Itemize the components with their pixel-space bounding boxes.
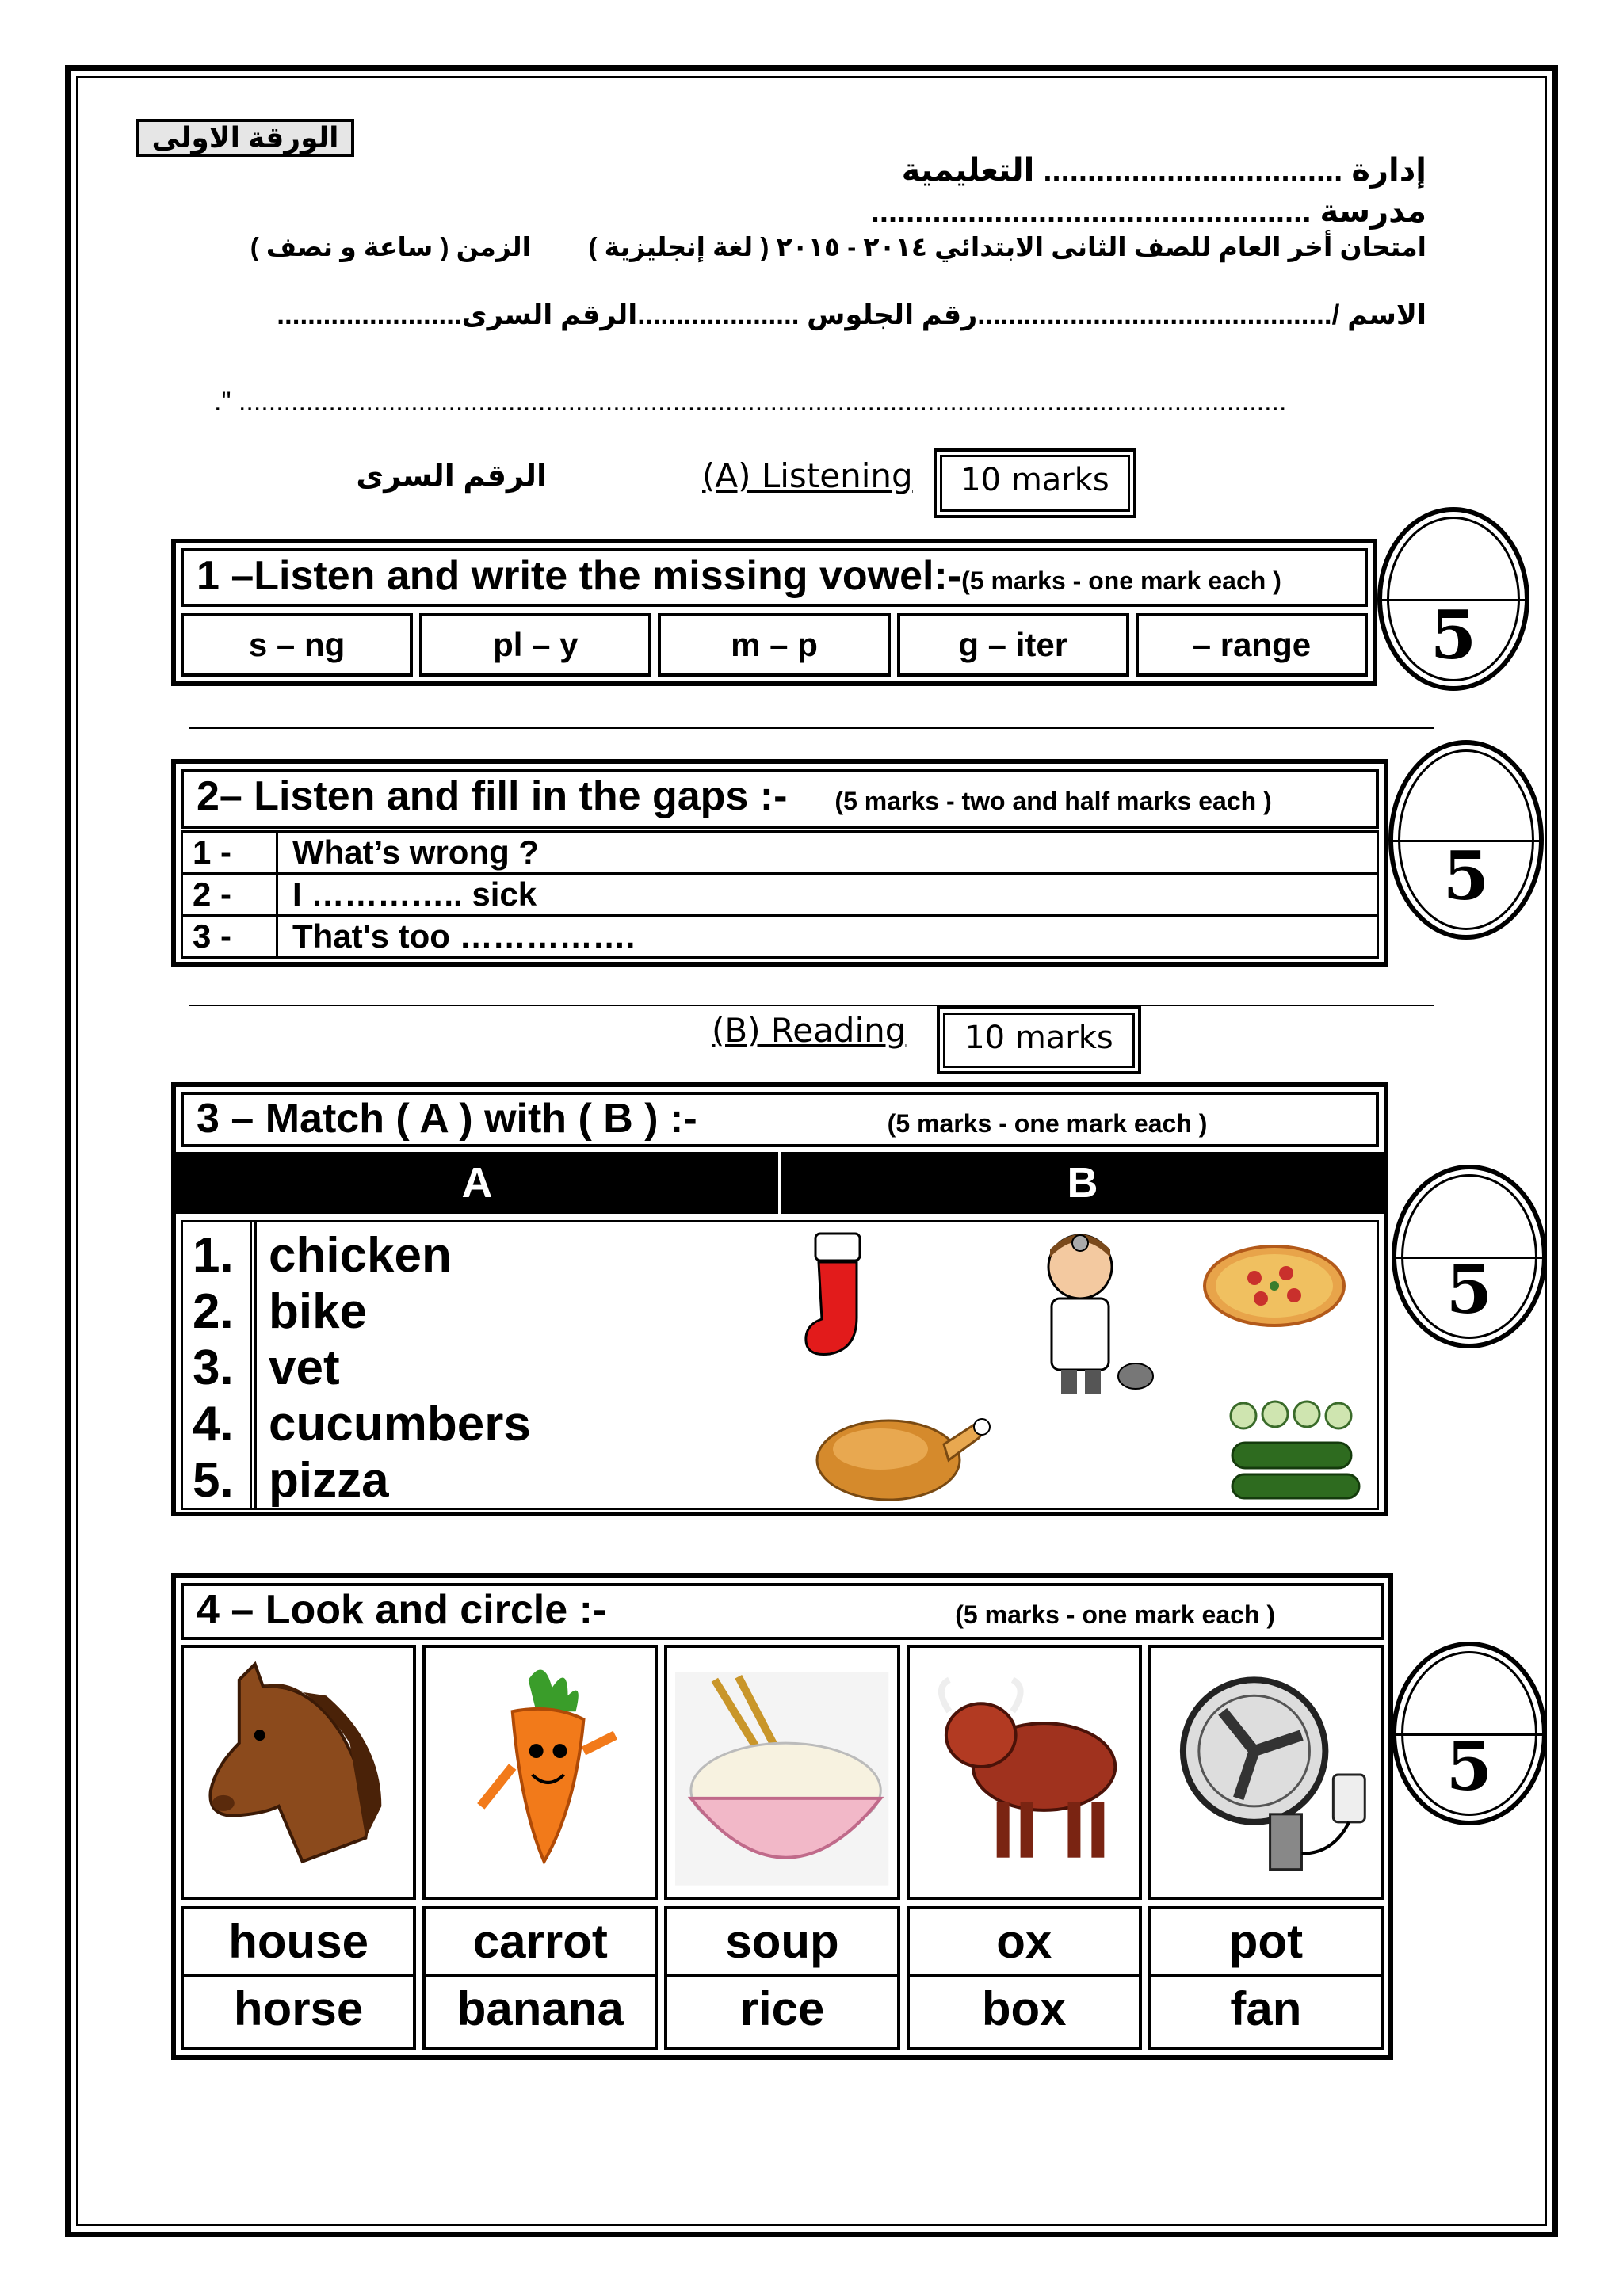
q4-picture-cell (181, 1645, 416, 1900)
q1-item: m – p (658, 613, 890, 677)
choice-word[interactable]: soup (667, 1909, 896, 1977)
q4-picture-cell (664, 1645, 899, 1900)
choice-word[interactable]: horse (233, 1982, 364, 2035)
q2-table (181, 830, 1379, 959)
choice-word[interactable]: fan (1230, 1982, 1302, 2035)
cucumbers-picture (1216, 1395, 1367, 1506)
vet-picture (1017, 1226, 1159, 1400)
q1-box (171, 539, 1377, 686)
school-line: مدرسة .................................................. (870, 194, 1426, 229)
pizza-picture (1199, 1238, 1350, 1341)
q3-header-row (176, 1152, 1384, 1214)
match-word: bike (269, 1284, 368, 1339)
q1-item: – range (1136, 613, 1368, 677)
match-word: cucumbers (269, 1397, 531, 1451)
paper-label: الورقة الاولى (136, 119, 354, 157)
q3-numbers: 1. 2. 3. 4. 5. (193, 1228, 234, 1508)
q4-choice-cell (907, 1906, 1142, 2050)
q4-choice-cell (181, 1906, 416, 2050)
listening-heading: (A) Listening (702, 456, 913, 495)
q4-box (171, 1573, 1393, 2060)
q1-title: 1 –Listen and write the missing vowel:-(5 marks - one mark each ) (181, 548, 1368, 607)
name-line: الاسم /..............................................رقم الجلوس .....................الرقم السرى........................ (277, 299, 1426, 330)
listening-marks-box: 10 marks (934, 448, 1136, 518)
choice-word[interactable]: pot (1151, 1909, 1381, 1977)
q4-picture-cell (1148, 1645, 1384, 1900)
q4-choices (181, 1906, 1384, 2050)
carrot-picture (426, 1648, 655, 1897)
time-line: الزمن ( ساعة و نصف ) (250, 232, 531, 261)
col-a-header: A (176, 1152, 781, 1214)
q3-title: 3 – Match ( A ) with ( B ) :- (5 marks - one mark each ) (181, 1092, 1379, 1147)
choice-word[interactable]: ox (910, 1909, 1139, 1977)
q4-choice-cell (422, 1906, 658, 2050)
secret-number-label: الرقم السرى (356, 460, 547, 493)
col-b-header: B (1067, 1159, 1098, 1207)
q1-item: s – ng (181, 613, 413, 677)
q3-separator (250, 1222, 257, 1508)
match-word: vet (269, 1341, 340, 1395)
q1-score-circle: 5 (1377, 507, 1529, 691)
reading-marks-box: 10 marks (937, 1006, 1141, 1074)
q4-choice-cell (1148, 1906, 1384, 2050)
choice-word[interactable]: carrot (426, 1909, 655, 1977)
q1-items (181, 613, 1368, 677)
exam-line: امتحان أخر العام للصف الثانى الابتدائي ٢٠١٤ - ٢٠١٥ ( لغة إنجليزية ) (588, 232, 1426, 261)
q2-row: 3 - That's too ……………. (183, 917, 1377, 959)
q3-box (171, 1082, 1388, 1516)
q4-picture-cell (907, 1645, 1142, 1900)
sock-picture (798, 1230, 877, 1365)
admin-line: إدارة .................................. التعليمية (901, 153, 1426, 188)
horse-picture (184, 1648, 413, 1897)
q4-picture-cell (422, 1645, 658, 1900)
q4-pictures (181, 1645, 1384, 1900)
q1-item: g – iter (897, 613, 1129, 677)
q3-words (269, 1227, 586, 1508)
q2-row: 1 - What’s wrong ? (183, 833, 1377, 875)
q2-row: 2 - I ………….. sick (183, 875, 1377, 917)
choice-word[interactable]: banana (456, 1982, 624, 2035)
q2-title: 2– Listen and fill in the gaps :- (5 marks - two and half marks each ) (181, 769, 1379, 829)
q4-choice-cell (664, 1906, 899, 2050)
ox-picture (910, 1648, 1139, 1897)
q4-title: 4 – Look and circle :- (5 marks - one mark each ) (181, 1583, 1384, 1640)
q1-item: pl – y (419, 613, 651, 677)
divider (189, 727, 1434, 729)
q2-box (171, 759, 1388, 967)
q3-body (181, 1220, 1379, 1510)
divider (189, 1005, 1434, 1006)
fan-picture (1151, 1648, 1381, 1897)
rice-picture (667, 1648, 896, 1897)
q3-score-circle: 5 (1392, 1165, 1547, 1348)
chicken-picture (809, 1397, 999, 1508)
q4-score-circle: 5 (1392, 1642, 1547, 1825)
dotted-line: ." ............................................................................................................................................ (214, 387, 1287, 417)
reading-heading: (B) Reading (712, 1011, 907, 1050)
q2-score-circle: 5 (1388, 740, 1544, 940)
match-word: pizza (269, 1453, 389, 1508)
choice-word[interactable]: box (981, 1982, 1067, 2035)
choice-word[interactable]: rice (739, 1982, 825, 2035)
choice-word[interactable]: house (184, 1909, 413, 1977)
match-word: chicken (269, 1228, 452, 1283)
